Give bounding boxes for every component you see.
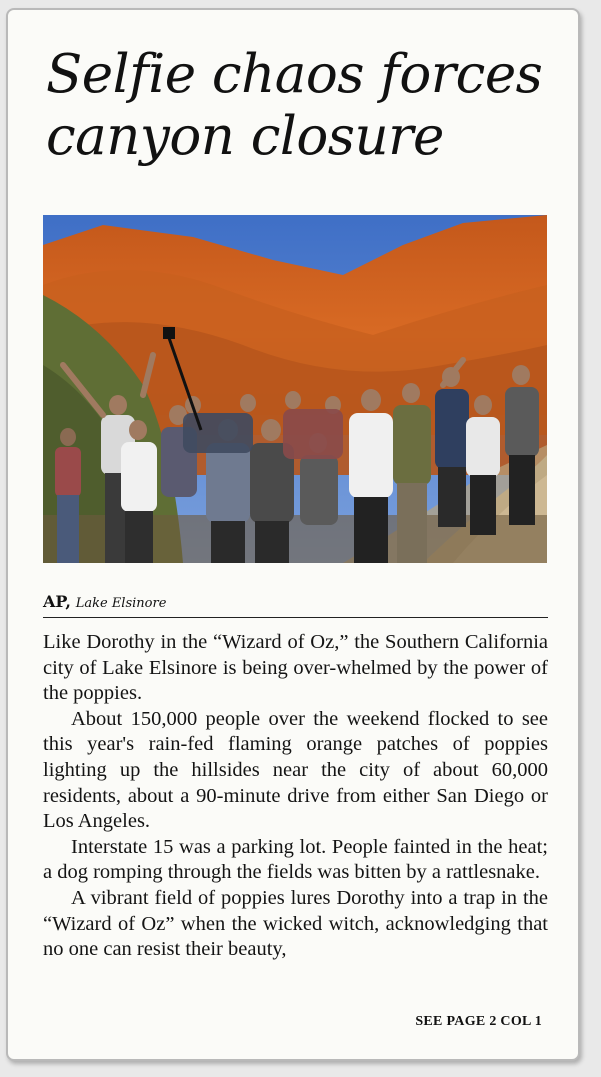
photo-credit — [43, 592, 548, 618]
credit-agency: AP, — [43, 592, 71, 611]
paragraph: Interstate 15 was a parking lot. People fainted in the heat; a dog romping through the fields was bitten by a rattlesnake. — [43, 835, 548, 884]
credit-place: Lake Elsinore — [75, 596, 167, 611]
headline: Selfie chaos forces canyon closure — [46, 44, 543, 167]
newspaper-clipping — [6, 8, 580, 1061]
paragraph: About 150,000 people over the weekend flocked to see this year's rain-fed flaming orange patches of poppies lighting up the hillsides near the city of about 60,000 residents, about a 90-minute drive from either San Diego or Los Angeles. — [43, 707, 548, 833]
paragraph: Like Dorothy in the “Wizard of Oz,” the Southern California city of Lake Elsinore is being over-whelmed by the power of the poppies. — [43, 631, 548, 705]
jump-line: SEE PAGE 2 COL 1 — [415, 1014, 542, 1029]
article-body — [43, 630, 548, 963]
news-photo — [43, 215, 547, 563]
paragraph: A vibrant field of poppies lures Dorothy into a trap in the “Wizard of Oz” when the wicked witch, acknowledging that no one can resist their beauty, — [43, 886, 548, 961]
